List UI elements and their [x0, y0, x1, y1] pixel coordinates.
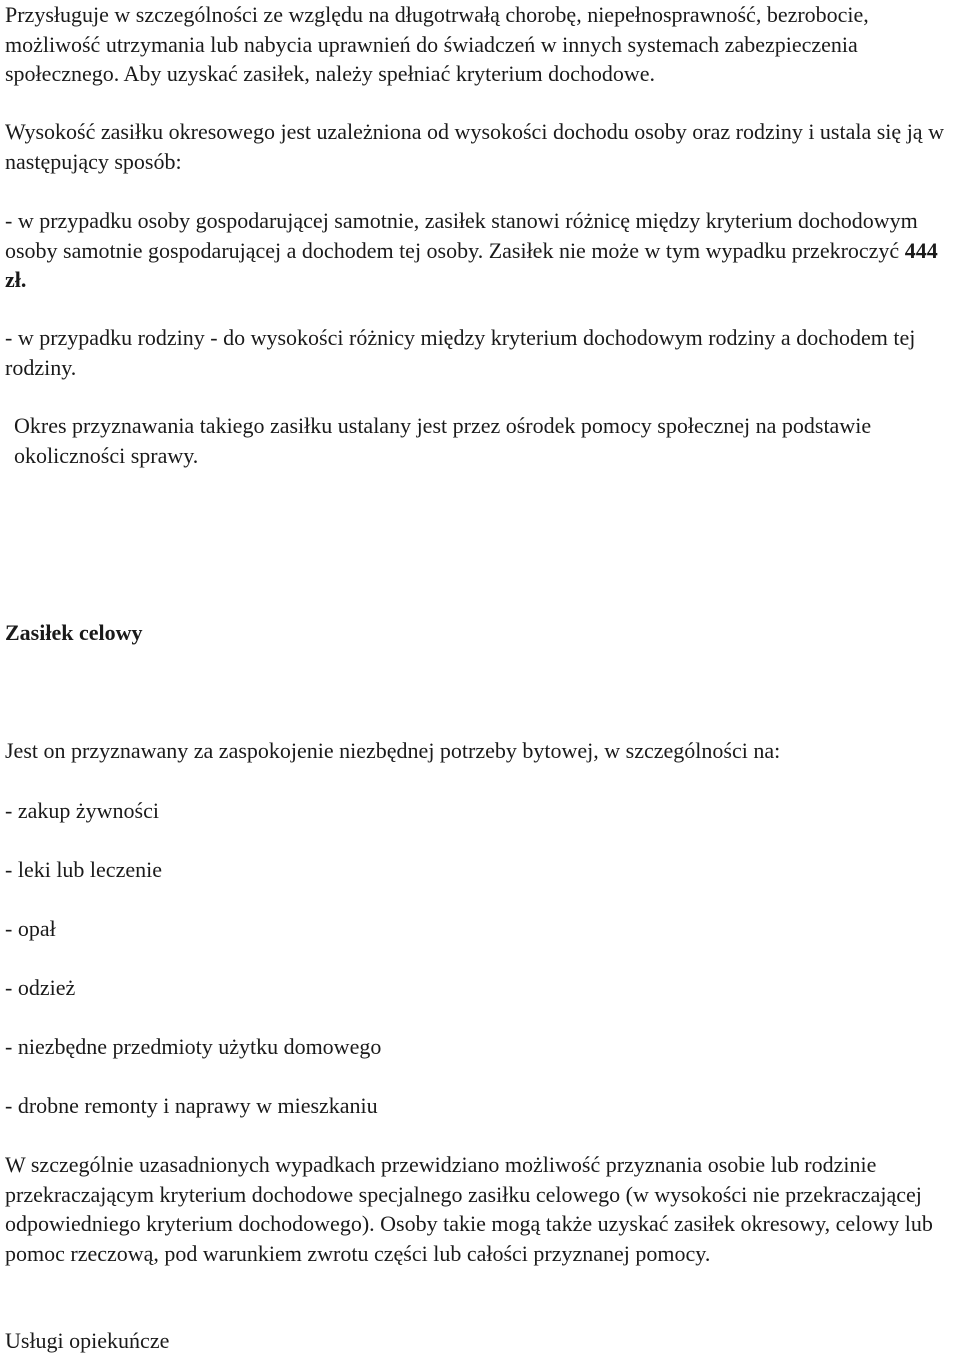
list-item: - odzież: [5, 975, 76, 1000]
list-item: - leki lub leczenie: [5, 857, 162, 882]
intro-paragraph-amount: Wysokość zasiłku okresowego jest uzależniona od wysokości dochodu osoby oraz rodziny i ustala się ją w następujący sposób:: [5, 119, 944, 174]
celowy-closing-paragraph: W szczególnie uzasadnionych wypadkach przewidziano możliwość przyznania osobie lub rodzinie przekraczającym kryterium dochodowe specjalnego zasiłku celowego (w wysokości nie przekraczającej odpowiedniego kryterium dochodowego). Osoby takie mogą także uzyskać zasiłek okresowy, celowy lub pomoc rzeczową, pod warunkiem zwrotu części lub całości przyznanej pomocy.: [5, 1152, 933, 1266]
intro-paragraph-family: - w przypadku rodziny - do wysokości różnicy między kryterium dochodowym rodziny a dochodem tej rodziny.: [5, 325, 916, 380]
single-person-text: - w przypadku osoby gospodarującej samotnie, zasiłek stanowi różnicę między kryterium dochodowym osoby samotnie gospodarującej a dochodem tej osoby. Zasiłek nie może w tym wypadku przekroczyć: [5, 208, 918, 263]
max-amount-value: 444 zł.: [5, 237, 938, 292]
intro-paragraph-period: Okres przyznawania takiego zasiłku ustalany jest przez ośrodek pomocy społecznej na podstawie okoliczności sprawy.: [14, 413, 872, 468]
intro-paragraph-eligibility: Przysługuje w szczególności ze względu na długotrwałą chorobę, niepełnosprawność, bezrobocie, możliwość utrzymania lub nabycia uprawnień do świadczeń w innych systemach zabezpieczenia społecznego. Aby uzyskać zasiłek, należy spełniać kryterium dochodowe.: [5, 2, 869, 86]
intro-paragraph-single-person: [5, 206, 955, 295]
section-heading-uslugi-opiekuncze: Usługi opiekuńcze: [5, 1328, 170, 1353]
celowy-lead-paragraph: Jest on przyznawany za zaspokojenie niezbędnej potrzeby bytowej, w szczególności na:: [5, 738, 781, 763]
list-item: - niezbędne przedmioty użytku domowego: [5, 1034, 382, 1059]
section-heading-zasilek-celowy: Zasiłek celowy: [5, 620, 143, 645]
list-item: - zakup żywności: [5, 798, 159, 823]
list-item: - opał: [5, 916, 56, 941]
list-item: - drobne remonty i naprawy w mieszkaniu: [5, 1093, 378, 1118]
